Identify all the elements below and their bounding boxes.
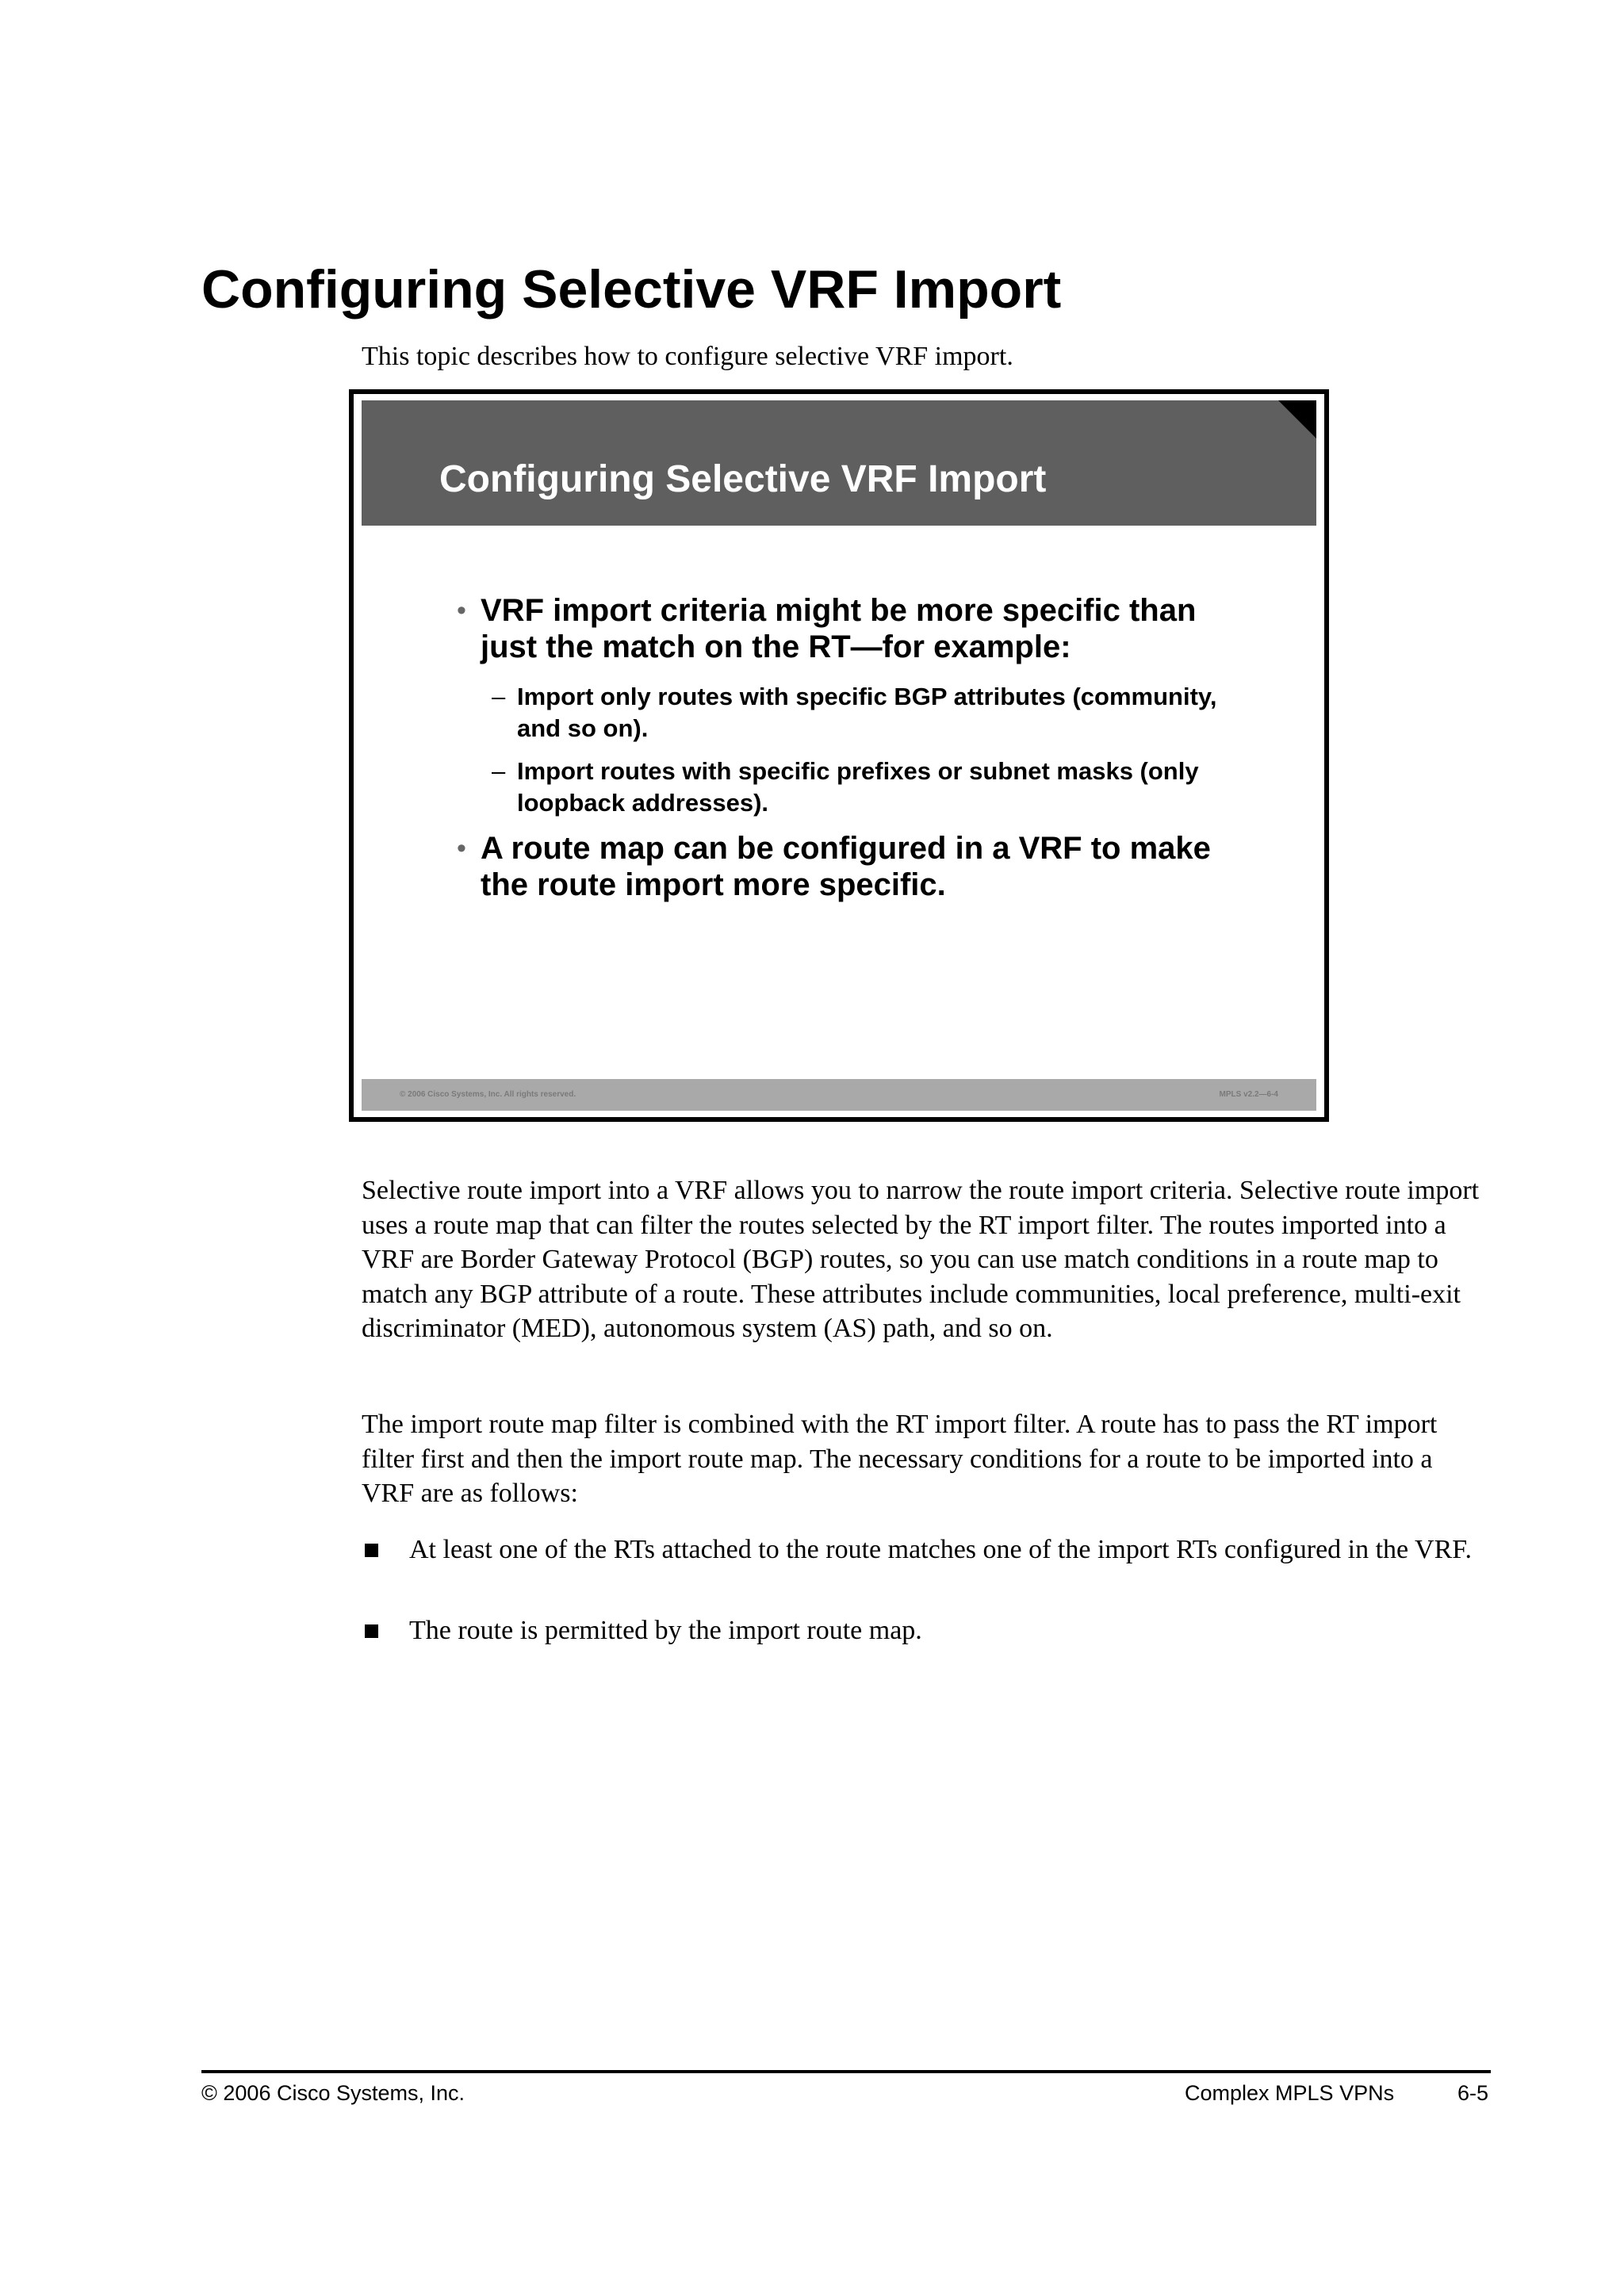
bullet-marker: • [457, 595, 466, 626]
slide-corner-triangle [1278, 400, 1316, 438]
slide-header [362, 400, 1316, 526]
slide-title: Configuring Selective VRF Import [439, 458, 1047, 500]
page-title: Configuring Selective VRF Import [201, 259, 1062, 320]
body-bullet-text: The route is permitted by the import route map. [409, 1616, 922, 1645]
body-paragraph: The import route map filter is combined with the RT import filter. A route has to pass the RT import filter first and then the import route map. The necessary conditions for a route to be imported into a VRF are as follows: [362, 1410, 1438, 1509]
slide-sub-bullet-text: Import routes with specific prefixes or subnet masks (only loopback addresses). [517, 757, 1199, 817]
slide-bullet-text: A route map can be configured in a VRF to make the route import more specific. [481, 831, 1211, 902]
body-paragraph: Selective route import into a VRF allows you to narrow the route import criteria. Selective route import uses a route map that can filter the routes selected by the RT import filter. The routes imported into a VRF are Border Gateway Protocol (BGP) routes, so you can use match conditions in a route map to match any BGP attribute of a route. These attributes include communities, local preference, multi-exit discriminator (MED), autonomous system (AS) path, and so on. [362, 1176, 1480, 1344]
slide-sub-bullet-text: Import only routes with specific BGP attributes (community, and so on). [517, 683, 1217, 742]
slide-bullet-text: VRF import criteria might be more specific than just the match on the RT—for example: [481, 593, 1197, 664]
slide-bullet [457, 830, 1250, 903]
bullet-marker: • [457, 833, 466, 863]
dash-marker: – [492, 683, 506, 710]
footer-page-number: 6-5 [1457, 2081, 1489, 2105]
footer-course: Complex MPLS VPNs [1185, 2081, 1395, 2105]
footer-rule [201, 2070, 1491, 2073]
slide-figure [349, 389, 1329, 1122]
slide-sub-bullet [457, 756, 1250, 819]
body-bullet-text: At least one of the RTs attached to the route matches one of the import RTs configured in the VRF. [409, 1535, 1472, 1564]
slide-bullet [457, 592, 1250, 665]
slide-sub-bullet [457, 681, 1250, 744]
footer-copyright: © 2006 Cisco Systems, Inc. [201, 2081, 465, 2105]
body-bullet [362, 1613, 1488, 1648]
slide-id: MPLS v2.2—6-4 [1219, 1090, 1278, 1099]
body-bullet [362, 1533, 1488, 1567]
slide-footer [362, 1079, 1316, 1111]
dash-marker: – [492, 757, 506, 785]
slide-copyright: © 2006 Cisco Systems, Inc. All rights reserved. [400, 1090, 576, 1099]
square-bullet-icon [365, 1544, 378, 1557]
intro-text: This topic describes how to configure selective VRF import. [362, 342, 1013, 371]
slide-body [457, 592, 1250, 919]
square-bullet-icon [365, 1624, 378, 1638]
